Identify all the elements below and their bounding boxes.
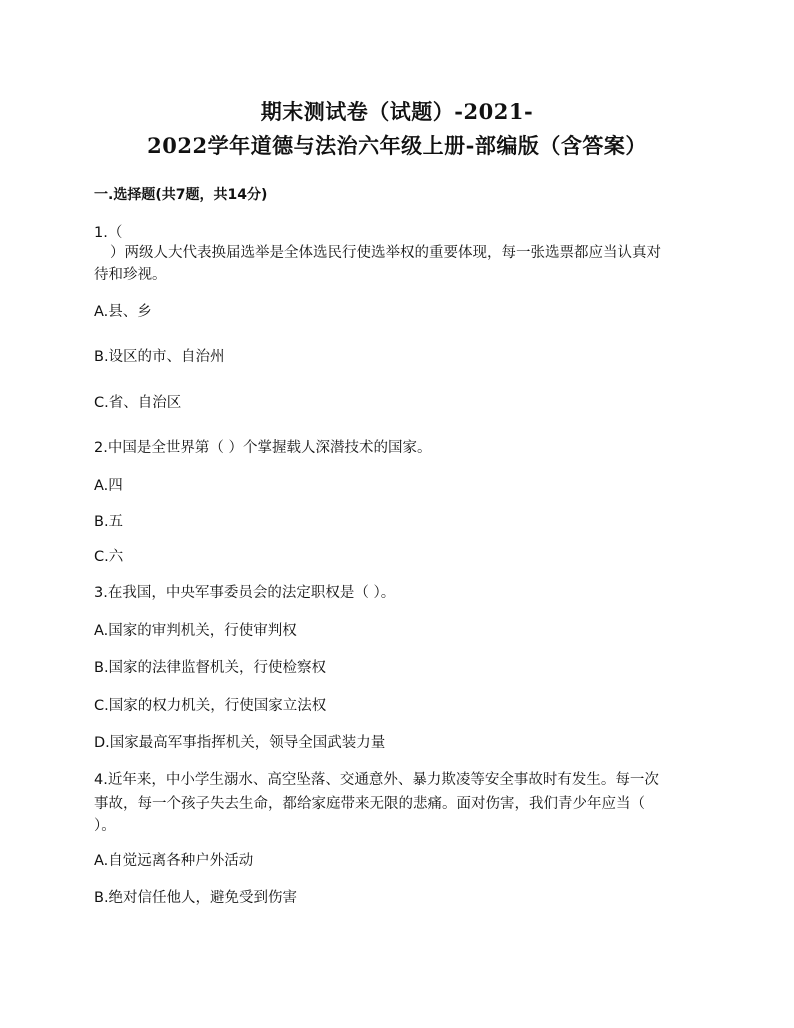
- question-3-option-d: D.国家最高军事指挥机关，领导全国武装力量: [94, 735, 386, 751]
- question-2-option-a: A.四: [94, 478, 123, 494]
- document-title-line-2: 2022学年道德与法治六年级上册-部编版（含答案）: [147, 133, 647, 158]
- question-4-stem-line-3: ）。: [94, 818, 116, 834]
- question-1-option-b: B.设区的市、自治州: [94, 349, 225, 365]
- question-4-option-a: A.自觉远离各种户外活动: [94, 853, 254, 869]
- document-title-line-1: 期末测试卷（试题）-2021-: [260, 99, 534, 124]
- question-2-stem: 2.中国是全世界第（ ）个掌握载人深潜技术的国家。: [94, 440, 432, 456]
- question-1-stem-line-3: 待和珍视。: [94, 267, 167, 283]
- question-3-stem: 3.在我国，中央军事委员会的法定职权是（ ）。: [94, 585, 396, 601]
- question-1-option-a: A.县、乡: [94, 304, 152, 320]
- question-3-option-a: A.国家的审判机关，行使审判权: [94, 623, 297, 639]
- question-4-stem-line-2: 事故，每一个孩子失去生命，都给家庭带来无限的悲痛。面对伤害，我们青少年应当（: [94, 796, 645, 812]
- question-1-stem-line-1: 1.（: [94, 225, 123, 241]
- question-4-stem-line-1: 4.近年来，中小学生溺水、高空坠落、交通意外、暴力欺凌等安全事故时有发生。每一次: [94, 772, 659, 788]
- question-3-option-c: C.国家的权力机关，行使国家立法权: [94, 698, 327, 714]
- question-2-option-b: B.五: [94, 514, 124, 530]
- section-heading: 一.选择题(共7题，共14分): [94, 187, 268, 203]
- question-1-stem-line-2: ）两级人大代表换届选举是全体选民行使选举权的重要体现，每一张选票都应当认真对: [110, 245, 661, 261]
- question-4-option-b: B.绝对信任他人，避免受到伤害: [94, 890, 298, 906]
- question-3-option-b: B.国家的法律监督机关，行使检察权: [94, 660, 327, 676]
- question-2-option-c: C.六: [94, 549, 124, 565]
- question-1-option-c: C.省、自治区: [94, 395, 182, 411]
